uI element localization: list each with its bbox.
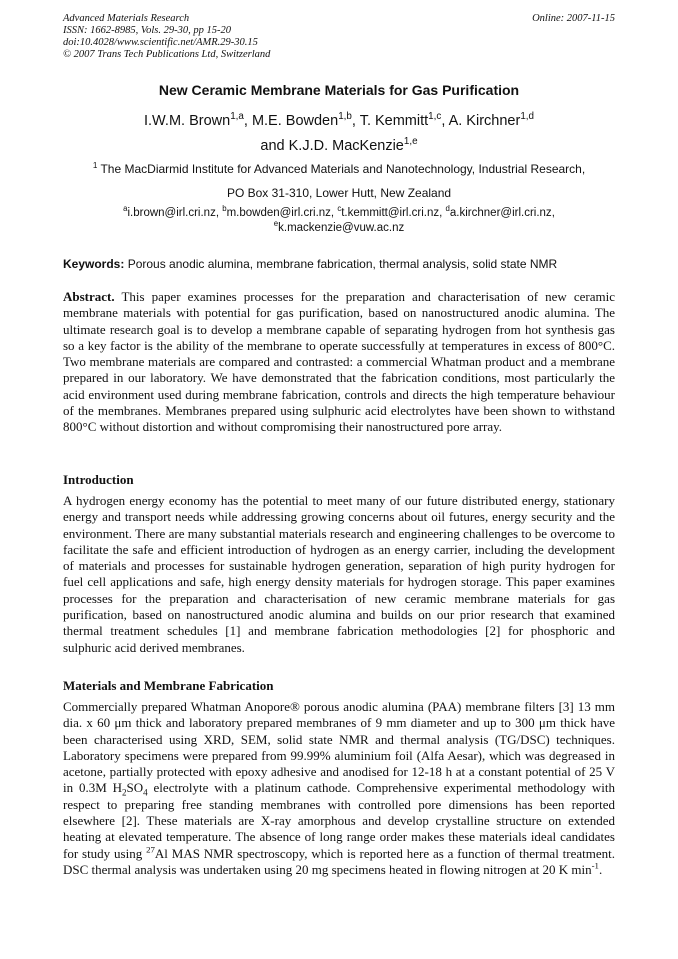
author-sup: 1,b xyxy=(338,111,352,123)
issn-line: ISSN: 1662-8985, Vols. 29-30, pp 15-20 xyxy=(63,25,231,36)
online-date: Online: 2007-11-15 xyxy=(532,13,615,24)
keywords xyxy=(63,257,615,272)
author-sup: 1,e xyxy=(403,136,418,148)
email-sup: c xyxy=(337,204,342,214)
journal-header xyxy=(63,13,615,61)
abstract-text: This paper examines processes for the preparation and characterisation of new ceramic membrane materials with potential for gas purification, based on nanostructured anodic alumina. The ultimate research goal is to develop a membrane capable of separating hydrogen from hot synthesis gas so a key factor is the ability of the membrane to operate successfully at temperatures in excess of 800°C. Two membrane materials are compared and contrasted: a commercial Whatman product and a membrane prepared in our laboratory. We have demonstrated that the fabrication conditions, most particularly the acid environment used during membrane fabrication, controls and directs the high temperature behaviour of the membranes. Membranes prepared using sulphuric acid electrolytes have been shown to withstand 800°C without distortion and without compromising their nanostructured pore array. xyxy=(63,289,615,435)
separator: , xyxy=(441,113,449,129)
copyright-line: © 2007 Trans Tech Publications Ltd, Switzerland xyxy=(63,49,271,60)
author-line-1 xyxy=(63,113,615,129)
keywords-text: Porous anodic alumina, membrane fabrication, thermal analysis, solid state NMR xyxy=(124,257,558,271)
author-name: K.J.D. MacKenzie xyxy=(288,138,404,154)
paper-title: New Ceramic Membrane Materials for Gas Purification xyxy=(158,82,520,98)
author-name: A. Kirchner xyxy=(448,113,521,129)
doi-line: doi:10.4028/www.scientific.net/AMR.29-30.15 xyxy=(63,37,258,48)
subscript: 4 xyxy=(143,788,148,799)
superscript: 27 xyxy=(146,844,155,855)
author-name: I.W.M. Brown xyxy=(143,113,231,129)
author-name: T. Kemmitt xyxy=(359,113,429,129)
materials-text-1: Commercially prepared Whatman Anopore® porous anodic alumina (PAA) membrane filters [3] 13 mm dia. x 60 μm thick and laboratory prepared membranes of 9 mm diameter and up to 300 μm thick have been characterised using XRD, SEM, solid state NMR and thermal analysis (TG/DSC) techniques. Laboratory specimens were prepared from 99.99% aluminium foil (Alfa Aesar), which was degreased in acetone, partially protected with epoxy adhesive and anodised for 12-18 h at a constant potential of 25 V in 0.3M H xyxy=(63,699,615,796)
formula-text: SO xyxy=(126,780,144,796)
separator: , xyxy=(351,113,360,129)
email-sup: e xyxy=(273,219,279,229)
affiliation-line-2: PO Box 31-310, Lower Hutt, New Zealand xyxy=(226,186,452,200)
introduction-heading: Introduction xyxy=(63,472,134,487)
keywords-label: Keywords: xyxy=(63,257,125,271)
email-sup: b xyxy=(222,204,227,214)
materials-text-2: electrolyte with a platinum cathode. Comprehensive experimental methodology with respect to preparing free standing membranes with controlled pore dimensions has been reported elsewhere [2]. These materials are X-ray amorphous and develop crystalline structure on extended heating at elevated temperature. The absence of long range order makes these materials ideal candidates for study using xyxy=(63,780,616,861)
author-sup: 1,c xyxy=(428,111,442,123)
email-link[interactable]: m.bowden@irl.cri.nz xyxy=(226,207,331,219)
materials-heading: Materials and Membrane Fabrication xyxy=(63,678,274,693)
author-sup: 1,d xyxy=(520,111,534,123)
author-line-2 xyxy=(63,138,615,154)
abstract-label: Abstract. xyxy=(63,289,115,304)
abstract-paragraph xyxy=(63,289,615,436)
journal-name: Advanced Materials Research xyxy=(63,13,190,24)
email-link[interactable]: a.kirchner@irl.cri.nz xyxy=(449,207,552,219)
subscript: 2 xyxy=(121,788,127,799)
affiliation-text: The MacDiarmid Institute for Advanced Materials and Nanotechnology, Industrial Research, xyxy=(97,162,586,176)
and-word: and xyxy=(260,138,289,154)
separator: , xyxy=(243,113,252,129)
email-link[interactable]: i.brown@irl.cri.nz xyxy=(127,207,216,219)
affiliation-line-1 xyxy=(63,162,615,177)
email-link[interactable]: t.kemmitt@irl.cri.nz xyxy=(341,207,440,219)
author-sup: 1,a xyxy=(230,111,244,123)
materials-text-4: . xyxy=(598,861,603,877)
author-name: M.E. Bowden xyxy=(251,113,339,129)
introduction-paragraph: A hydrogen energy economy has the potential to meet many of our future distributed energy, stationary energy and transport needs while addressing growing concerns about oil futures, energy security and the environment. There are many substantial materials research and engineering challenges to be overcome to facilitate the safe and efficient introduction of hydrogen as an energy carrier, including the development of materials and processes for sustainable hydrogen generation, separation of high purity hydrogen for fuel cell applications and safe, high energy density materials for hydrogen storage. This paper examines processes for the preparation and characterisation of new ceramic membrane materials for gas purification, based on nanostructured anodic alumina and builds on our prior research that examined thermal treatment schedules [1] and membrane fabrication methodologies [2] for phosphoric and sulphuric acid derived membranes. xyxy=(63,493,615,655)
email-block: $^a$i.brown@irl.cri.nz, $^b$m.bowden@irl.cri.nz, $^c$t.kemmitt@irl.cri.nz, $^d$a.kirchner@irl.cri.nz, $^e$k.mackenzie@vuw.ac.nz xyxy=(123,204,555,234)
email-sup: d xyxy=(445,204,450,214)
superscript: -1 xyxy=(591,860,599,871)
affiliation-sup: 1 xyxy=(92,161,98,170)
email-link[interactable]: k.mackenzie@vuw.ac.nz xyxy=(278,222,405,234)
email-sup: a xyxy=(123,204,128,214)
materials-text-3: Al MAS NMR spectroscopy, which is reported here as a function of thermal treatment. DSC thermal analysis was undertaken using 20 mg specimens heated in flowing nitrogen at 20 K min xyxy=(63,845,616,877)
materials-paragraph xyxy=(63,699,615,878)
